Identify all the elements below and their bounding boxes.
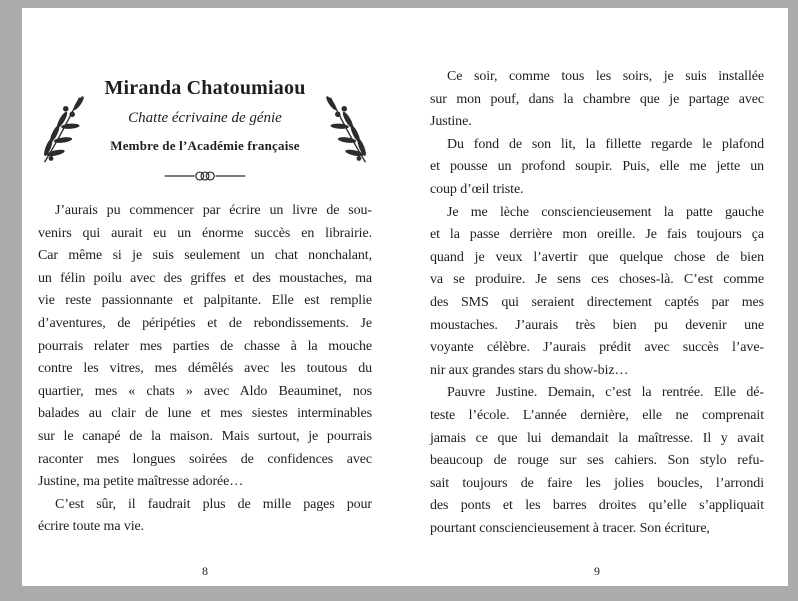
text-line: sur mon pouf, dans la chambre que je partage avec <box>430 91 764 107</box>
olive-branch-left-icon <box>40 92 86 166</box>
text-line: quand je veux l’avertir que quelque chose de bien <box>430 249 764 265</box>
text-line: quartier, mes « chats » avec Aldo Beauminet, nos <box>38 383 372 399</box>
text-line: Car même si je suis seulement un chat nonchalant, <box>38 248 372 264</box>
left-page-number: 8 <box>202 564 208 578</box>
text-line: beaucoup de rouge sur ses cahiers. Son stylo refu- <box>430 453 764 469</box>
text-line: J’aurais pu commencer par écrire un livre de sou- <box>55 203 372 218</box>
author-title: Miranda Chatoumiaou <box>104 77 306 99</box>
text-line: Justine, ma petite maîtresse adorée… <box>38 474 244 490</box>
text-line: va se produire. Je sens ces choses-là. C’est comme <box>430 272 764 288</box>
rope-divider-icon <box>163 167 247 185</box>
text-line: d’aventures, de péripéties et de rebondissements. Je <box>38 315 372 331</box>
text-line: C’est sûr, il faudrait plus de mille pages pour <box>55 496 372 512</box>
paragraph <box>38 494 372 539</box>
text-line: pourtant consciencieusement à tracer. Son écriture, <box>430 520 710 536</box>
text-line: Pauvre Justine. Demain, c’est la rentrée. Elle dé- <box>447 385 764 401</box>
text-line: des ponts et les barres droites qu’elle s’appliquait <box>430 498 764 514</box>
right-page <box>430 8 764 586</box>
chapter-header <box>38 76 372 185</box>
paragraph <box>430 202 764 383</box>
text-line: Ce soir, comme tous les soirs, je suis installée <box>447 69 764 84</box>
author-subtitle: Chatte écrivaine de génie <box>128 110 282 126</box>
text-line: écrire toute ma vie. <box>38 519 145 535</box>
text-line: Justine. <box>430 114 472 130</box>
text-line: sur le canapé de la maison. Mais surtout, je pourrais <box>38 428 372 444</box>
text-line: jamais ce que lui demandait la maîtresse. Il y avait <box>430 430 764 446</box>
paragraph <box>38 200 372 494</box>
text-line: des SMS qui seraient directement captés par mes <box>430 294 764 310</box>
left-page-text <box>38 200 372 539</box>
text-line: nir aux grandes stars du show-biz… <box>430 362 629 378</box>
paragraph <box>430 134 764 202</box>
text-line: raconter mes longues soirées de confidences avec <box>38 451 372 467</box>
paragraph <box>430 66 764 134</box>
text-line: un félin poilu avec des griffes et des moustaches, ma <box>38 270 372 286</box>
text-line: moustaches. J’aurais très bien pu devenir une <box>430 317 764 333</box>
text-line: balades au clair de lune et mes siestes interminables <box>38 406 372 422</box>
paragraph <box>430 382 764 540</box>
text-line: voyante célèbre. J’aurais prédit avec succès l’ave- <box>430 340 764 356</box>
text-line: sait toujours de faire les jolies boucles, l’arrondi <box>430 475 764 491</box>
right-page-number: 9 <box>594 564 600 578</box>
text-line: et pousse un profond soupir. Puis, elle me jette un <box>430 159 764 175</box>
left-page <box>38 8 372 586</box>
text-line: coup d’œil triste. <box>430 181 524 197</box>
text-line: pourrais relater mes parties de chasse à la mouche <box>38 338 372 354</box>
right-page-text <box>430 66 764 540</box>
author-affiliation: Membre de l’Académie française <box>110 138 300 153</box>
text-line: contre les vitres, mes démêlés avec les toutous du <box>38 361 372 377</box>
text-line: et la passe derrière mon oreille. Je fais toujours ça <box>430 227 764 243</box>
text-line: Je me lèche consciencieusement la patte gauche <box>447 204 764 220</box>
text-line: venirs qui aurait eu un énorme succès en librairie. <box>38 225 372 241</box>
text-line: teste l’école. L’année dernière, elle ne comprenait <box>430 407 764 423</box>
text-line: Du fond de son lit, la fillette regarde le plafond <box>447 136 764 152</box>
olive-branch-right-icon <box>324 92 370 166</box>
text-line: vie reste passionnante et palpitante. Elle est remplie <box>38 293 372 309</box>
